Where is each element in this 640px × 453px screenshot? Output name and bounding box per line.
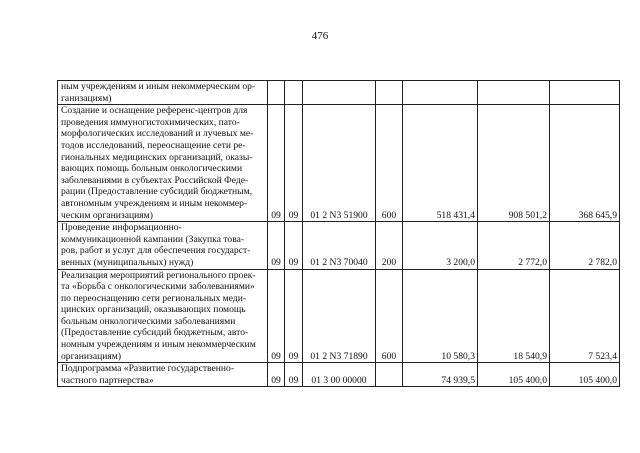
- target-article-cell: [303, 81, 376, 105]
- amount-year2-cell: 18 540,9: [478, 269, 550, 363]
- subsection-code-cell: 09: [285, 222, 303, 269]
- row-name-cell: [58, 105, 268, 222]
- expense-type-cell: [376, 363, 403, 387]
- section-code-cell: 09: [268, 363, 285, 387]
- table-row: [58, 222, 620, 269]
- target-article-cell: 01 2 N3 70040: [303, 222, 376, 269]
- amount-year2-cell: [478, 81, 550, 105]
- row-name-line: организациям): [61, 350, 122, 362]
- expense-type-cell: 200: [376, 222, 403, 269]
- amount-year1-cell: [403, 81, 478, 105]
- row-name-line: частного партнерства»: [61, 374, 154, 386]
- row-name-line: коммуникационной кампании (Закупка това-: [61, 233, 245, 245]
- row-name-line: Создание и оснащение референс-центров для: [61, 105, 248, 117]
- row-name-line: автономным учреждениям и иным некоммер-: [61, 197, 248, 209]
- amount-year1-cell: 3 200,0: [403, 222, 478, 269]
- amount-year1-cell: 518 431,4: [403, 105, 478, 222]
- expense-type-cell: 600: [376, 105, 403, 222]
- amount-year1-cell: 10 580,3: [403, 269, 478, 363]
- amount-year2-cell: 2 772,0: [478, 222, 550, 269]
- section-code-cell: 09: [268, 105, 285, 222]
- row-name-line: тодов исследований, переоснащение сети ре-: [61, 139, 246, 151]
- section-code-cell: 09: [268, 222, 285, 269]
- row-name-cell: [58, 269, 268, 363]
- row-name-line: та «Борьба с онкологическими заболеваниями»: [61, 281, 255, 293]
- amount-year3-cell: [550, 81, 620, 105]
- target-article-cell: 01 2 N3 51900: [303, 105, 376, 222]
- amount-year2-cell: 908 501,2: [478, 105, 550, 222]
- row-name-cell: [58, 81, 268, 105]
- row-name-cell: [58, 363, 268, 387]
- row-name-line: венных (муниципальных) нужд): [61, 256, 194, 268]
- row-name-line: вающих помощь больным онкологическими: [61, 163, 243, 175]
- table-row: [58, 81, 620, 105]
- amount-year3-cell: 7 523,4: [550, 269, 620, 363]
- row-name-line: ным учреждениям и иным некоммерческим ор-: [61, 81, 256, 92]
- subsection-code-cell: [285, 81, 303, 105]
- amount-year3-cell: 105 400,0: [550, 363, 620, 387]
- expense-type-cell: [376, 81, 403, 105]
- table-row: [58, 363, 620, 387]
- section-code-cell: [268, 81, 285, 105]
- row-name-line: цинских организаций, оказывающих помощь: [61, 304, 246, 316]
- row-name-line: Проведение информационно-: [61, 222, 182, 234]
- amount-year3-cell: 2 782,0: [550, 222, 620, 269]
- row-name-line: Реализация мероприятий регионального проек-: [61, 269, 256, 281]
- row-name-line: (Предоставление субсидий бюджетным, авто-: [61, 327, 249, 339]
- row-name-line: гиональных медицинских организаций, оказы-: [61, 151, 253, 163]
- row-name-line: ганизациям): [61, 92, 112, 104]
- row-name-line: проведения иммуногистохимических, пато-: [61, 116, 240, 128]
- row-name-line: Подпрограмма «Развитие государственно-: [61, 363, 235, 375]
- row-name-line: заболеваниями в субъектах Российской Феде-: [61, 174, 249, 186]
- row-name-line: рации (Предоставление субсидий бюджетным,: [61, 186, 253, 198]
- budget-table: [57, 80, 620, 387]
- subsection-code-cell: 09: [285, 105, 303, 222]
- amount-year1-cell: 74 939,5: [403, 363, 478, 387]
- page-number: 476: [311, 30, 329, 42]
- expense-type-cell: 600: [376, 269, 403, 363]
- row-name-line: морфологических исследований и лучевых ме-: [61, 128, 254, 140]
- subsection-code-cell: 09: [285, 363, 303, 387]
- amount-year2-cell: 105 400,0: [478, 363, 550, 387]
- target-article-cell: 01 2 N3 71890: [303, 269, 376, 363]
- row-name-line: номным учреждениям и иным некоммерческим: [61, 339, 256, 351]
- table-row: [58, 105, 620, 222]
- section-code-cell: 09: [268, 269, 285, 363]
- row-name-line: ров, работ и услуг для обеспечения государст-: [61, 245, 251, 257]
- table-row: [58, 269, 620, 363]
- amount-year3-cell: 368 645,9: [550, 105, 620, 222]
- row-name-line: больным онкологическими заболеваниями: [61, 315, 236, 327]
- row-name-line: ческим организациям): [61, 209, 153, 221]
- target-article-cell: 01 3 00 00000: [303, 363, 376, 387]
- row-name-cell: [58, 222, 268, 269]
- subsection-code-cell: 09: [285, 269, 303, 363]
- row-name-line: по переоснащению сети региональных меди-: [61, 292, 247, 304]
